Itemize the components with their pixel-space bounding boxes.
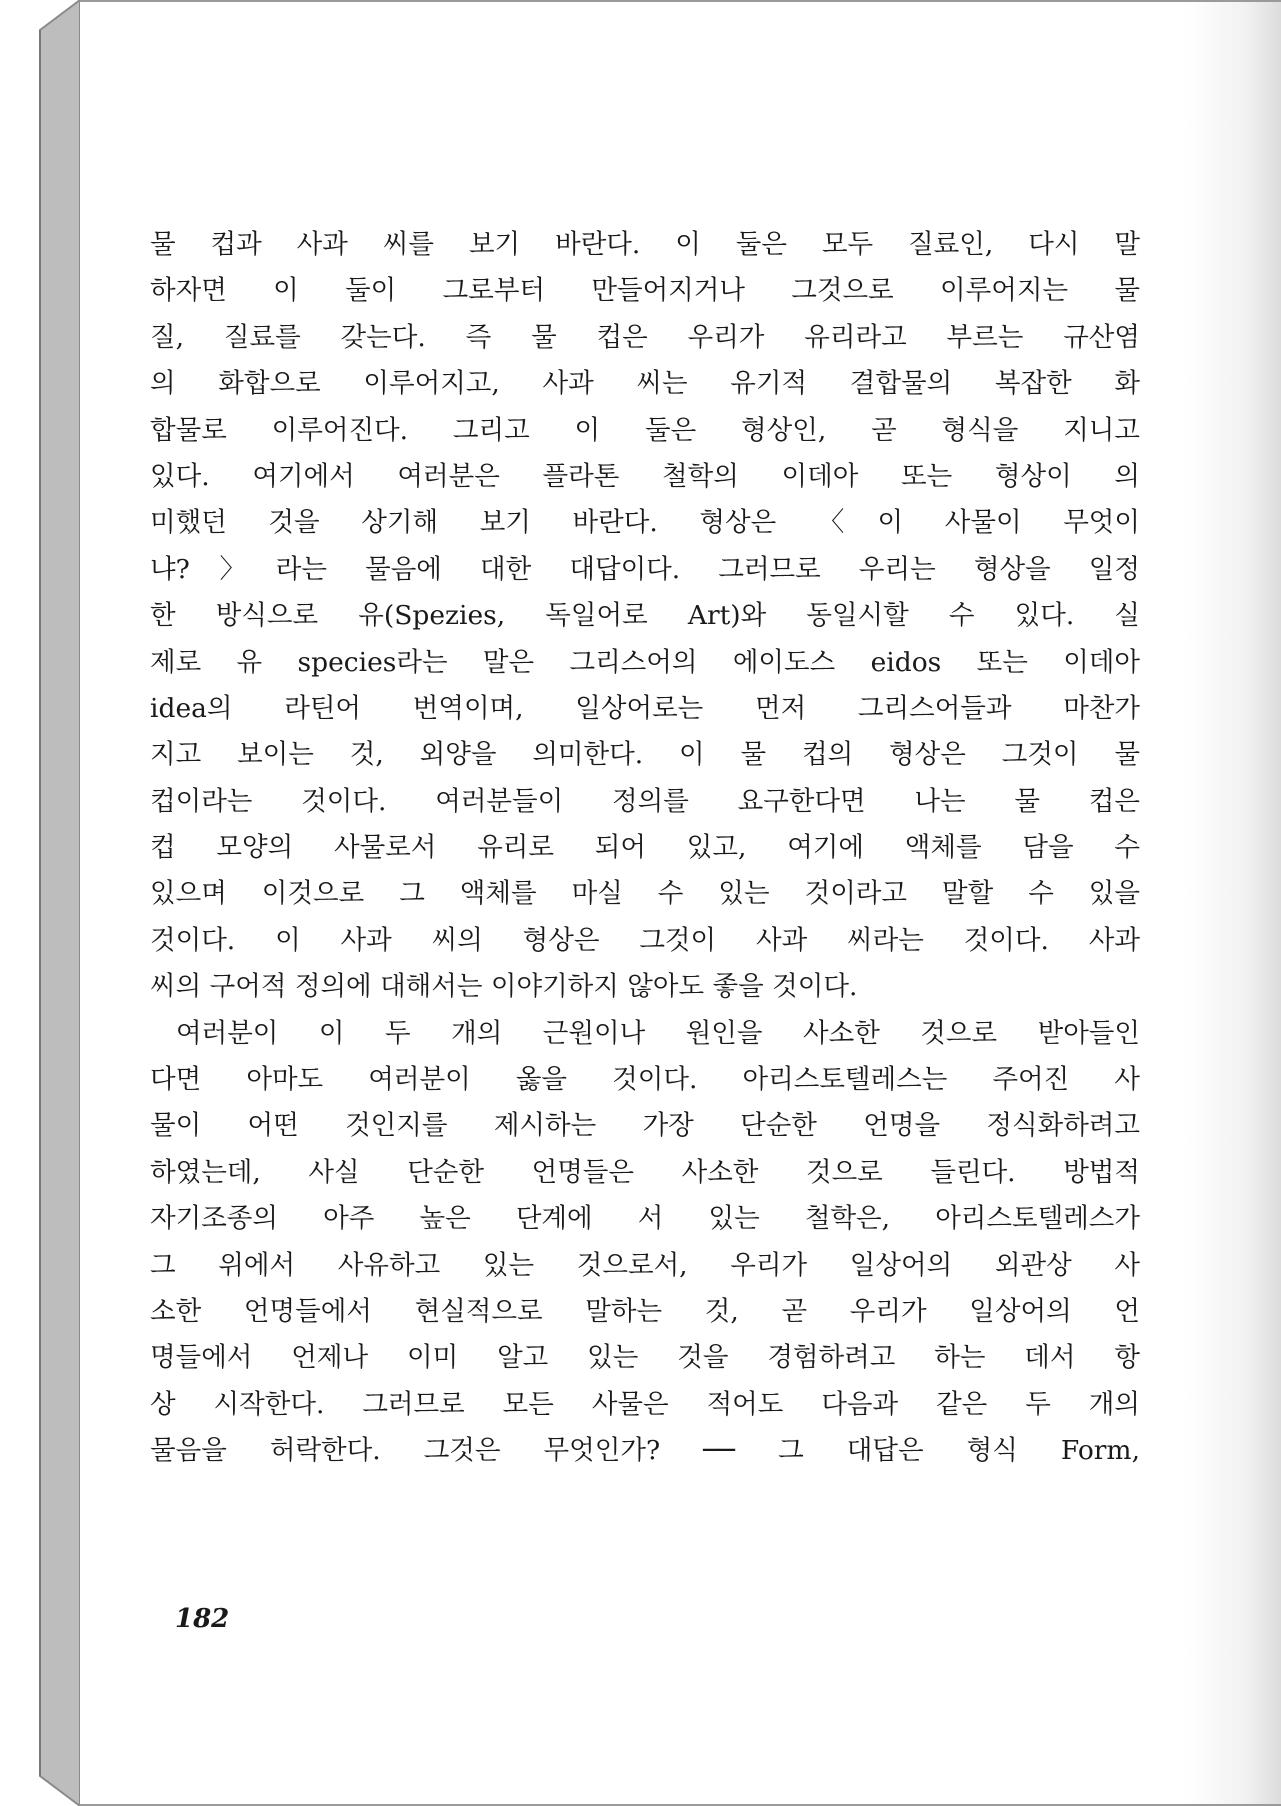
text-line: 지고 보이는 것, 외양을 의미한다. 이 물 컵의 형상은 그것이 물 <box>150 739 1140 771</box>
text-line: 하자면 이 둘이 그로부터 만들어지거나 그것으로 이루어지는 물 <box>150 275 1140 307</box>
text-line: 물이 어떤 것인지를 제시하는 가장 단순한 언명을 정식화하려고 <box>150 1110 1140 1142</box>
text-line: 씨의 구어적 정의에 대해서는 이야기하지 않아도 좋을 것이다. <box>150 971 858 1003</box>
text-line: 한 방식으로 유(Spezies, 독일어로 Art)와 동일시할 수 있다. 실 <box>150 600 1140 632</box>
text-line: 컵이라는 것이다. 여러분들이 정의를 요구한다면 나는 물 컵은 <box>150 785 1140 817</box>
text-line: 있다. 여기에서 여러분은 플라톤 철학의 이데아 또는 형상이 의 <box>150 460 1140 492</box>
text-line: 물음을 허락한다. 그것은 무엇인가? ── 그 대답은 형식 Form, <box>150 1435 1140 1467</box>
text-line: 합물로 이루어진다. 그리고 이 둘은 형상인, 곧 형식을 지니고 <box>150 414 1140 446</box>
text-line: 명들에서 언제나 이미 알고 있는 것을 경험하려고 하는 데서 항 <box>150 1342 1140 1374</box>
text-line: 냐?〉라는 물음에 대한 대답이다. 그러므로 우리는 형상을 일정 <box>150 553 1140 585</box>
text-line: 하였는데, 사실 단순한 언명들은 사소한 것으로 들린다. 방법적 <box>150 1156 1140 1188</box>
text-line: 물 컵과 사과 씨를 보기 바란다. 이 둘은 모두 질료인, 다시 말 <box>150 229 1140 260</box>
text-line: 컵 모양의 사물로서 유리로 되어 있고, 여기에 액체를 담을 수 <box>150 832 1140 864</box>
text-line: 있으며 이것으로 그 액체를 마실 수 있는 것이라고 말할 수 있을 <box>150 878 1140 910</box>
text-line: idea의 라틴어 번역이며, 일상어로는 먼저 그리스어들과 마찬가 <box>150 692 1140 724</box>
text-line: 질, 질료를 갖는다. 즉 물 컵은 우리가 유리라고 부르는 규산염 <box>150 321 1140 353</box>
text-line: 소한 언명들에서 현실적으로 말하는 것, 곧 우리가 일상어의 언 <box>150 1295 1140 1327</box>
text-line: 다면 아마도 여러분이 옳을 것이다. 아리스토텔레스는 주어진 사 <box>150 1064 1140 1096</box>
text-line: 미했던 것을 상기해 보기 바란다. 형상은 〈이 사물이 무엇이 <box>150 507 1140 539</box>
text-line: 자기조종의 아주 높은 단계에 서 있는 철학은, 아리스토텔레스가 <box>150 1203 1140 1235</box>
body-text <box>150 222 1140 1475</box>
text-line: 의 화합으로 이루어지고, 사과 씨는 유기적 결합물의 복잡한 화 <box>150 368 1140 400</box>
text-line: 여러분이 이 두 개의 근원이나 원인을 사소한 것으로 받아들인 <box>176 1017 1140 1049</box>
text-line: 것이다. 이 사과 씨의 형상은 그것이 사과 씨라는 것이다. 사과 <box>150 924 1140 956</box>
text-line: 제로 유 species라는 말은 그리스어의 에이도스 eidos 또는 이데아 <box>150 646 1140 678</box>
page-number: 182 <box>175 1604 230 1634</box>
text-line: 그 위에서 사유하고 있는 것으로서, 우리가 일상어의 외관상 사 <box>150 1249 1140 1281</box>
text-line: 상 시작한다. 그러므로 모든 사물은 적어도 다음과 같은 두 개의 <box>150 1388 1140 1420</box>
